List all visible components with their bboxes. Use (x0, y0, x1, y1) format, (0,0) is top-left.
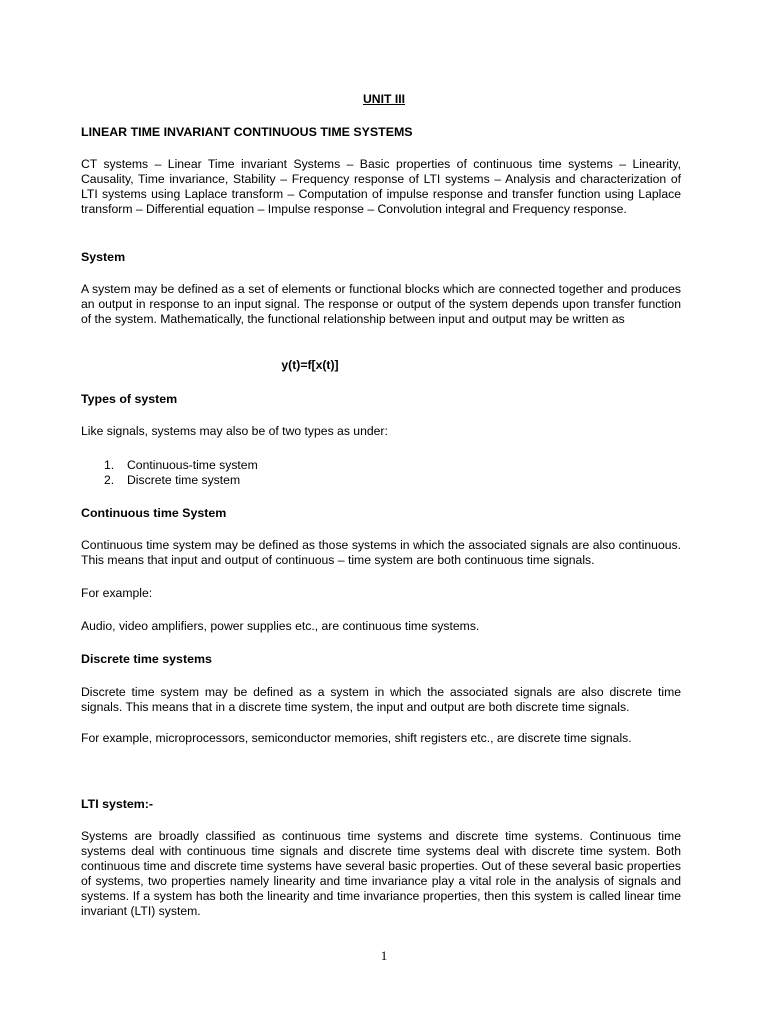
list-item-number: 1. (104, 458, 115, 472)
list-item-label: Discrete time system (127, 473, 241, 487)
discrete-paragraph: Discrete time system may be defined as a system in which the associated signals are also discrete time signals. This means that in a discrete time system, the input and output are both discrete time signals. (81, 685, 681, 714)
list-item (104, 458, 258, 473)
continuous-example-label: For example: (81, 586, 153, 600)
types-heading: Types of system (81, 392, 178, 406)
discrete-example: For example, microprocessors, semiconductor memories, shift registers etc., are discrete time signals. (81, 731, 632, 745)
syllabus-paragraph: CT systems – Linear Time invariant Systems – Basic properties of continuous time systems – Linearity, Causality, Time invariance, Stability – Frequency response of LTI systems – Analysis and characterization of LTI systems using Laplace transform – Computation of impulse response and transfer function using Laplace transform – Differential equation – Impulse response – Convolution integral and Frequency response. (81, 157, 681, 216)
discrete-heading: Discrete time systems (81, 652, 212, 666)
system-types-list (104, 458, 258, 488)
unit-title: UNIT III (363, 92, 405, 106)
continuous-paragraph: Continuous time system may be defined as those systems in which the associated signals are also continuous. This means that input and output of continuous – time system are both continuous time signals. (81, 538, 681, 567)
continuous-heading: Continuous time System (81, 506, 227, 520)
lti-heading: LTI system:- (81, 797, 154, 811)
system-heading: System (81, 250, 126, 264)
list-item-number: 2. (104, 473, 115, 487)
system-paragraph: A system may be defined as a set of elements or functional blocks which are connected together and produces an output in response to an input signal. The response or output of the system depends upon transfer function of the system. Mathematically, the functional relationship between input and output may be written as (81, 282, 681, 326)
types-intro: Like signals, systems may also be of two types as under: (81, 424, 388, 438)
chapter-title: LINEAR TIME INVARIANT CONTINUOUS TIME SYSTEMS (81, 125, 413, 139)
continuous-example: Audio, video amplifiers, power supplies etc., are continuous time systems. (81, 619, 480, 633)
page-number: 1 (380, 948, 388, 963)
system-equation: y(t)=f[x(t)] (281, 358, 339, 372)
list-item (104, 473, 258, 488)
list-item-label: Continuous-time system (127, 458, 258, 472)
lti-paragraph: Systems are broadly classified as continuous time systems and discrete time systems. Continuous time systems deal with continuous time signals and discrete time systems deal with discrete time system. Both continuous time and discrete time systems have several basic properties. Out of these several basic properties of systems, two properties namely linearity and time invariance play a vital role in the analysis of signals and systems. If a system has both the linearity and time invariance properties, then this system is called linear time invariant (LTI) system. (81, 829, 681, 918)
